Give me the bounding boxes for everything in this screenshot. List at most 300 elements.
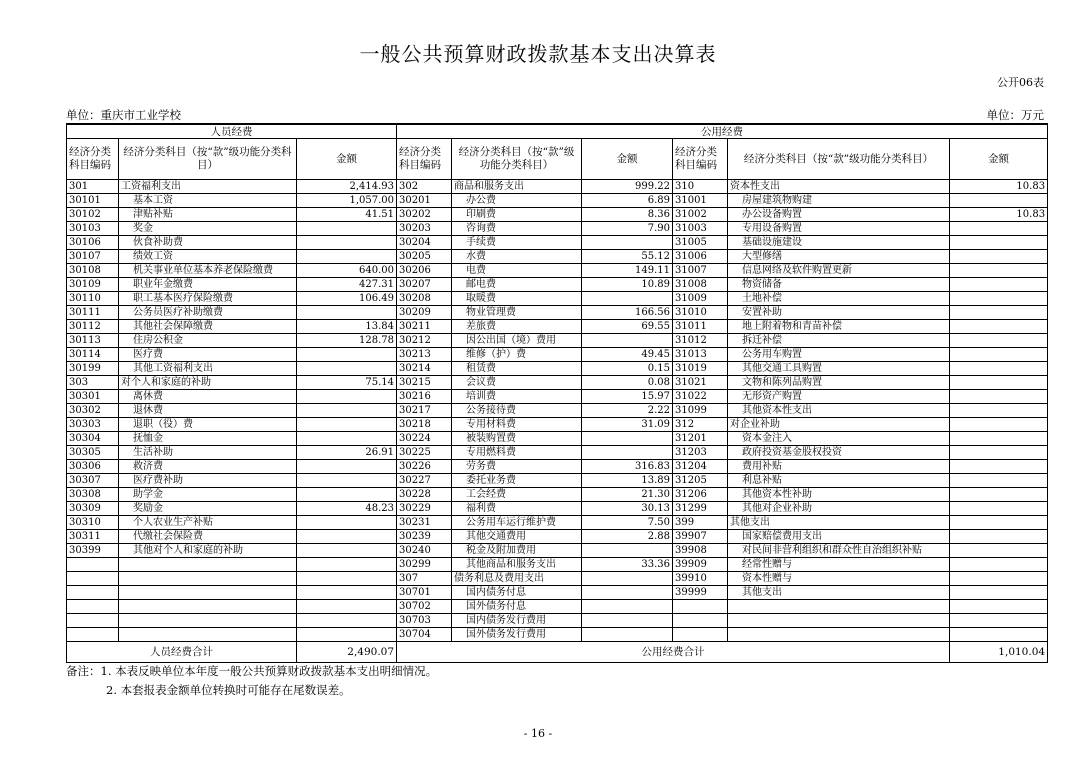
row-name: 公务用车运行维护费 bbox=[452, 516, 582, 530]
row-code: 30111 bbox=[67, 306, 119, 320]
row-code: 31007 bbox=[673, 264, 728, 278]
row-code: 31010 bbox=[673, 306, 728, 320]
row-name: 其他对个人和家庭的补助 bbox=[119, 544, 297, 558]
table-row bbox=[67, 628, 1048, 642]
row-amount bbox=[950, 292, 1048, 306]
row-name: 差旅费 bbox=[452, 320, 582, 334]
table-row bbox=[67, 572, 1048, 586]
table-row bbox=[67, 586, 1048, 600]
table-row bbox=[67, 614, 1048, 628]
row-name: 职工基本医疗保险缴费 bbox=[119, 292, 297, 306]
row-code: 30205 bbox=[397, 250, 452, 264]
row-code bbox=[67, 614, 119, 628]
row-amount bbox=[297, 222, 397, 236]
row-amount bbox=[297, 488, 397, 502]
row-code: 301 bbox=[67, 180, 119, 194]
row-name: 维修（护）费 bbox=[452, 348, 582, 362]
row-amount bbox=[950, 572, 1048, 586]
row-name: 培训费 bbox=[452, 390, 582, 404]
row-amount: 0.08 bbox=[582, 376, 673, 390]
row-amount bbox=[297, 628, 397, 642]
row-code: 30107 bbox=[67, 250, 119, 264]
row-amount bbox=[582, 446, 673, 460]
row-code: 303 bbox=[67, 376, 119, 390]
row-name: 福利费 bbox=[452, 502, 582, 516]
row-amount bbox=[297, 474, 397, 488]
table-row bbox=[67, 390, 1048, 404]
row-code: 30302 bbox=[67, 404, 119, 418]
row-code: 30304 bbox=[67, 432, 119, 446]
row-code: 30309 bbox=[67, 502, 119, 516]
total-personnel-label: 人员经费合计 bbox=[67, 642, 297, 663]
row-amount bbox=[950, 614, 1048, 628]
row-amount bbox=[582, 600, 673, 614]
row-code: 30702 bbox=[397, 600, 452, 614]
row-amount bbox=[582, 292, 673, 306]
table-row bbox=[67, 600, 1048, 614]
row-name: 其他交通费用 bbox=[452, 530, 582, 544]
row-code: 30399 bbox=[67, 544, 119, 558]
row-name: 救济费 bbox=[119, 460, 297, 474]
row-name: 无形资产购置 bbox=[728, 390, 950, 404]
row-name: 离休费 bbox=[119, 390, 297, 404]
table-row bbox=[67, 292, 1048, 306]
row-code: 30206 bbox=[397, 264, 452, 278]
row-amount: 30.13 bbox=[582, 502, 673, 516]
row-name: 医疗费补助 bbox=[119, 474, 297, 488]
row-amount bbox=[950, 516, 1048, 530]
row-amount: 41.51 bbox=[297, 208, 397, 222]
row-amount bbox=[950, 376, 1048, 390]
row-amount bbox=[297, 558, 397, 572]
row-amount: 10.83 bbox=[950, 180, 1048, 194]
table-row bbox=[67, 362, 1048, 376]
row-name: 国外债务付息 bbox=[452, 600, 582, 614]
row-amount bbox=[950, 586, 1048, 600]
row-name bbox=[119, 572, 297, 586]
row-name: 医疗费 bbox=[119, 348, 297, 362]
row-amount bbox=[582, 236, 673, 250]
row-amount: 49.45 bbox=[582, 348, 673, 362]
row-amount bbox=[950, 460, 1048, 474]
row-name: 办公设备购置 bbox=[728, 208, 950, 222]
unit-name: 单位：重庆市工业学校 bbox=[66, 108, 181, 122]
row-amount: 6.89 bbox=[582, 194, 673, 208]
row-amount: 999.22 bbox=[582, 180, 673, 194]
row-name: 国内债务发行费用 bbox=[452, 614, 582, 628]
row-amount: 128.78 bbox=[297, 334, 397, 348]
row-name: 其他工资福利支出 bbox=[119, 362, 297, 376]
row-name: 工资福利支出 bbox=[119, 180, 297, 194]
table-row bbox=[67, 530, 1048, 544]
row-name: 对个人和家庭的补助 bbox=[119, 376, 297, 390]
row-amount bbox=[950, 418, 1048, 432]
table-row bbox=[67, 418, 1048, 432]
row-name: 印刷费 bbox=[452, 208, 582, 222]
row-name: 房屋建筑物购建 bbox=[728, 194, 950, 208]
row-name: 国家赔偿费用支出 bbox=[728, 530, 950, 544]
row-code: 31201 bbox=[673, 432, 728, 446]
page-number: - 16 - bbox=[523, 727, 553, 740]
row-amount: 33.36 bbox=[582, 558, 673, 572]
row-code: 30108 bbox=[67, 264, 119, 278]
row-code bbox=[673, 600, 728, 614]
row-amount bbox=[950, 236, 1048, 250]
row-amount: 75.14 bbox=[297, 376, 397, 390]
row-name: 助学金 bbox=[119, 488, 297, 502]
row-name bbox=[119, 586, 297, 600]
row-amount: 316.83 bbox=[582, 460, 673, 474]
row-name: 其他支出 bbox=[728, 586, 950, 600]
row-code: 39908 bbox=[673, 544, 728, 558]
row-code: 30227 bbox=[397, 474, 452, 488]
table-row bbox=[67, 208, 1048, 222]
col-name-header: 经济分类科目（按“款”级功能分类科目） bbox=[728, 139, 950, 180]
row-amount bbox=[950, 544, 1048, 558]
row-name: 专用材料费 bbox=[452, 418, 582, 432]
row-code bbox=[67, 586, 119, 600]
table-row bbox=[67, 278, 1048, 292]
table-row bbox=[67, 544, 1048, 558]
row-amount bbox=[950, 194, 1048, 208]
row-name: 其他社会保障缴费 bbox=[119, 320, 297, 334]
row-code bbox=[67, 572, 119, 586]
row-name: 国内债务付息 bbox=[452, 586, 582, 600]
row-name: 对民间非营利组织和群众性自治组织补贴 bbox=[728, 544, 950, 558]
row-code: 307 bbox=[397, 572, 452, 586]
row-code: 30311 bbox=[67, 530, 119, 544]
row-amount bbox=[297, 348, 397, 362]
row-name: 专用燃料费 bbox=[452, 446, 582, 460]
row-code: 30701 bbox=[397, 586, 452, 600]
row-amount bbox=[582, 544, 673, 558]
row-amount: 8.36 bbox=[582, 208, 673, 222]
row-name: 职业年金缴费 bbox=[119, 278, 297, 292]
row-code: 31012 bbox=[673, 334, 728, 348]
row-code: 31005 bbox=[673, 236, 728, 250]
row-name: 物业管理费 bbox=[452, 306, 582, 320]
row-amount bbox=[297, 460, 397, 474]
row-amount bbox=[950, 600, 1048, 614]
table-row bbox=[67, 502, 1048, 516]
row-name: 物资储备 bbox=[728, 278, 950, 292]
row-code: 30202 bbox=[397, 208, 452, 222]
table-row bbox=[67, 432, 1048, 446]
row-amount bbox=[950, 558, 1048, 572]
row-name: 机关事业单位基本养老保险缴费 bbox=[119, 264, 297, 278]
row-name: 租赁费 bbox=[452, 362, 582, 376]
row-amount bbox=[950, 320, 1048, 334]
row-amount: 1,057.00 bbox=[297, 194, 397, 208]
row-name: 对企业补助 bbox=[728, 418, 950, 432]
row-code: 30224 bbox=[397, 432, 452, 446]
row-name: 土地补偿 bbox=[728, 292, 950, 306]
row-name: 安置补助 bbox=[728, 306, 950, 320]
row-name: 工会经费 bbox=[452, 488, 582, 502]
row-name: 委托业务费 bbox=[452, 474, 582, 488]
row-amount: 10.83 bbox=[950, 208, 1048, 222]
table-row bbox=[67, 222, 1048, 236]
row-amount bbox=[582, 334, 673, 348]
row-name: 奖金 bbox=[119, 222, 297, 236]
row-code: 30103 bbox=[67, 222, 119, 236]
row-code: 31019 bbox=[673, 362, 728, 376]
row-code: 30229 bbox=[397, 502, 452, 516]
row-amount bbox=[582, 432, 673, 446]
note-1: 备注：1. 本表反映单位本年度一般公共预算财政拨款基本支出明细情况。 bbox=[66, 664, 438, 678]
row-amount bbox=[297, 432, 397, 446]
row-code: 302 bbox=[397, 180, 452, 194]
row-amount bbox=[950, 474, 1048, 488]
row-code: 30239 bbox=[397, 530, 452, 544]
row-name: 咨询费 bbox=[452, 222, 582, 236]
row-code: 30240 bbox=[397, 544, 452, 558]
row-amount bbox=[582, 586, 673, 600]
col-amount-header: 金额 bbox=[582, 139, 673, 180]
row-name: 水费 bbox=[452, 250, 582, 264]
col-code-header: 经济分类科目编码 bbox=[397, 139, 452, 180]
row-amount bbox=[297, 306, 397, 320]
row-name: 其他资本性支出 bbox=[728, 404, 950, 418]
row-amount bbox=[950, 222, 1048, 236]
row-name: 公务用车购置 bbox=[728, 348, 950, 362]
row-code: 30203 bbox=[397, 222, 452, 236]
row-name: 债务利息及费用支出 bbox=[452, 572, 582, 586]
row-amount bbox=[297, 236, 397, 250]
col-name-header: 经济分类科目（按“款”级功能分类科目） bbox=[119, 139, 297, 180]
row-code: 30305 bbox=[67, 446, 119, 460]
row-code: 31022 bbox=[673, 390, 728, 404]
row-name: 其他对企业补助 bbox=[728, 502, 950, 516]
row-amount: 55.12 bbox=[582, 250, 673, 264]
row-code: 30310 bbox=[67, 516, 119, 530]
row-name: 基础设施建设 bbox=[728, 236, 950, 250]
col-amount-header: 金额 bbox=[297, 139, 397, 180]
table-row bbox=[67, 306, 1048, 320]
row-name: 文物和陈列品购置 bbox=[728, 376, 950, 390]
total-public-value: 1,010.04 bbox=[950, 642, 1048, 663]
row-code bbox=[67, 628, 119, 642]
row-code: 30218 bbox=[397, 418, 452, 432]
table-row bbox=[67, 320, 1048, 334]
row-amount bbox=[297, 614, 397, 628]
row-amount bbox=[297, 572, 397, 586]
row-name: 经常性赠与 bbox=[728, 558, 950, 572]
row-amount: 2.22 bbox=[582, 404, 673, 418]
row-amount bbox=[950, 488, 1048, 502]
row-name: 资本金注入 bbox=[728, 432, 950, 446]
row-amount bbox=[582, 628, 673, 642]
row-code: 30225 bbox=[397, 446, 452, 460]
table-row bbox=[67, 180, 1048, 194]
row-code: 30216 bbox=[397, 390, 452, 404]
row-amount: 21.30 bbox=[582, 488, 673, 502]
row-code: 31013 bbox=[673, 348, 728, 362]
row-code: 399 bbox=[673, 516, 728, 530]
table-row bbox=[67, 488, 1048, 502]
row-amount bbox=[950, 390, 1048, 404]
row-code: 39999 bbox=[673, 586, 728, 600]
page-title: 一般公共预算财政拨款基本支出决算表 bbox=[359, 42, 717, 66]
table-row bbox=[67, 460, 1048, 474]
money-unit: 单位：万元 bbox=[986, 108, 1044, 122]
table-row bbox=[67, 250, 1048, 264]
row-name: 电费 bbox=[452, 264, 582, 278]
note-2: 2. 本套报表金额单位转换时可能存在尾数误差。 bbox=[106, 683, 351, 697]
row-amount: 15.97 bbox=[582, 390, 673, 404]
row-amount bbox=[297, 404, 397, 418]
row-code: 31001 bbox=[673, 194, 728, 208]
row-code: 31009 bbox=[673, 292, 728, 306]
section-public: 公用经费 bbox=[397, 124, 1048, 139]
row-amount: 48.23 bbox=[297, 502, 397, 516]
row-name: 生活补助 bbox=[119, 446, 297, 460]
row-code: 312 bbox=[673, 418, 728, 432]
row-name: 其他资本性补助 bbox=[728, 488, 950, 502]
row-amount bbox=[297, 250, 397, 264]
row-code: 31203 bbox=[673, 446, 728, 460]
row-code: 30101 bbox=[67, 194, 119, 208]
row-code: 39909 bbox=[673, 558, 728, 572]
row-amount: 166.56 bbox=[582, 306, 673, 320]
row-code: 30114 bbox=[67, 348, 119, 362]
table-row bbox=[67, 236, 1048, 250]
row-name: 被装购置费 bbox=[452, 432, 582, 446]
row-code: 31002 bbox=[673, 208, 728, 222]
table-row bbox=[67, 558, 1048, 572]
row-amount bbox=[950, 530, 1048, 544]
row-code: 39910 bbox=[673, 572, 728, 586]
row-name bbox=[728, 628, 950, 642]
row-name: 费用补贴 bbox=[728, 460, 950, 474]
row-name: 地上附着物和青苗补偿 bbox=[728, 320, 950, 334]
row-amount: 7.50 bbox=[582, 516, 673, 530]
row-code: 31299 bbox=[673, 502, 728, 516]
row-amount: 2,414.93 bbox=[297, 180, 397, 194]
col-code-header: 经济分类科目编码 bbox=[673, 139, 728, 180]
row-name bbox=[728, 614, 950, 628]
table-row bbox=[67, 404, 1048, 418]
section-personnel: 人员经费 bbox=[67, 124, 397, 139]
row-code: 30214 bbox=[397, 362, 452, 376]
row-code: 30204 bbox=[397, 236, 452, 250]
row-amount bbox=[297, 390, 397, 404]
row-amount bbox=[297, 418, 397, 432]
row-code: 31006 bbox=[673, 250, 728, 264]
row-code: 30704 bbox=[397, 628, 452, 642]
row-code: 31011 bbox=[673, 320, 728, 334]
row-code: 30208 bbox=[397, 292, 452, 306]
row-code: 30212 bbox=[397, 334, 452, 348]
row-amount bbox=[297, 586, 397, 600]
row-name: 大型修缮 bbox=[728, 250, 950, 264]
row-name bbox=[119, 600, 297, 614]
row-amount: 640.00 bbox=[297, 264, 397, 278]
row-amount: 31.09 bbox=[582, 418, 673, 432]
row-name: 专用设备购置 bbox=[728, 222, 950, 236]
row-amount bbox=[950, 404, 1048, 418]
row-name: 其他商品和服务支出 bbox=[452, 558, 582, 572]
row-name: 取暖费 bbox=[452, 292, 582, 306]
row-code: 30109 bbox=[67, 278, 119, 292]
table-row bbox=[67, 376, 1048, 390]
row-name: 公务接待费 bbox=[452, 404, 582, 418]
col-name-header: 经济分类科目（按“款”级功能分类科目） bbox=[452, 139, 582, 180]
row-amount bbox=[950, 348, 1048, 362]
row-code: 30207 bbox=[397, 278, 452, 292]
total-personnel-value: 2,490.07 bbox=[297, 642, 397, 663]
row-amount: 13.84 bbox=[297, 320, 397, 334]
row-amount bbox=[582, 572, 673, 586]
row-code: 30228 bbox=[397, 488, 452, 502]
row-name: 商品和服务支出 bbox=[452, 180, 582, 194]
row-amount bbox=[950, 502, 1048, 516]
row-amount bbox=[950, 362, 1048, 376]
row-amount: 13.89 bbox=[582, 474, 673, 488]
row-amount bbox=[297, 516, 397, 530]
row-code bbox=[673, 614, 728, 628]
row-name: 办公费 bbox=[452, 194, 582, 208]
row-name bbox=[119, 558, 297, 572]
row-name: 其他支出 bbox=[728, 516, 950, 530]
row-code: 310 bbox=[673, 180, 728, 194]
row-name bbox=[119, 614, 297, 628]
table-row bbox=[67, 516, 1048, 530]
expenditure-table bbox=[66, 123, 1048, 663]
row-code: 30703 bbox=[397, 614, 452, 628]
row-code: 30102 bbox=[67, 208, 119, 222]
row-code: 30226 bbox=[397, 460, 452, 474]
row-amount: 69.55 bbox=[582, 320, 673, 334]
row-code: 30231 bbox=[397, 516, 452, 530]
table-row bbox=[67, 194, 1048, 208]
row-name bbox=[119, 628, 297, 642]
row-code: 39907 bbox=[673, 530, 728, 544]
row-name: 绩效工资 bbox=[119, 250, 297, 264]
row-amount: 106.49 bbox=[297, 292, 397, 306]
row-name: 代缴社会保险费 bbox=[119, 530, 297, 544]
row-name: 会议费 bbox=[452, 376, 582, 390]
row-code: 31205 bbox=[673, 474, 728, 488]
row-amount: 2.88 bbox=[582, 530, 673, 544]
row-amount: 10.89 bbox=[582, 278, 673, 292]
row-code: 31021 bbox=[673, 376, 728, 390]
row-code: 31204 bbox=[673, 460, 728, 474]
row-code: 30209 bbox=[397, 306, 452, 320]
row-code: 30201 bbox=[397, 194, 452, 208]
row-name: 伙食补助费 bbox=[119, 236, 297, 250]
row-code: 30307 bbox=[67, 474, 119, 488]
row-code: 30217 bbox=[397, 404, 452, 418]
row-code: 31008 bbox=[673, 278, 728, 292]
row-amount bbox=[297, 544, 397, 558]
row-amount: 26.91 bbox=[297, 446, 397, 460]
row-name: 邮电费 bbox=[452, 278, 582, 292]
row-name: 退休费 bbox=[119, 404, 297, 418]
row-amount bbox=[950, 278, 1048, 292]
row-code: 30110 bbox=[67, 292, 119, 306]
row-name bbox=[728, 600, 950, 614]
row-code bbox=[67, 600, 119, 614]
row-code: 30113 bbox=[67, 334, 119, 348]
row-name: 税金及附加费用 bbox=[452, 544, 582, 558]
row-amount bbox=[950, 628, 1048, 642]
row-amount: 149.11 bbox=[582, 264, 673, 278]
row-name: 手续费 bbox=[452, 236, 582, 250]
row-amount bbox=[297, 530, 397, 544]
row-code bbox=[67, 558, 119, 572]
row-amount bbox=[950, 446, 1048, 460]
